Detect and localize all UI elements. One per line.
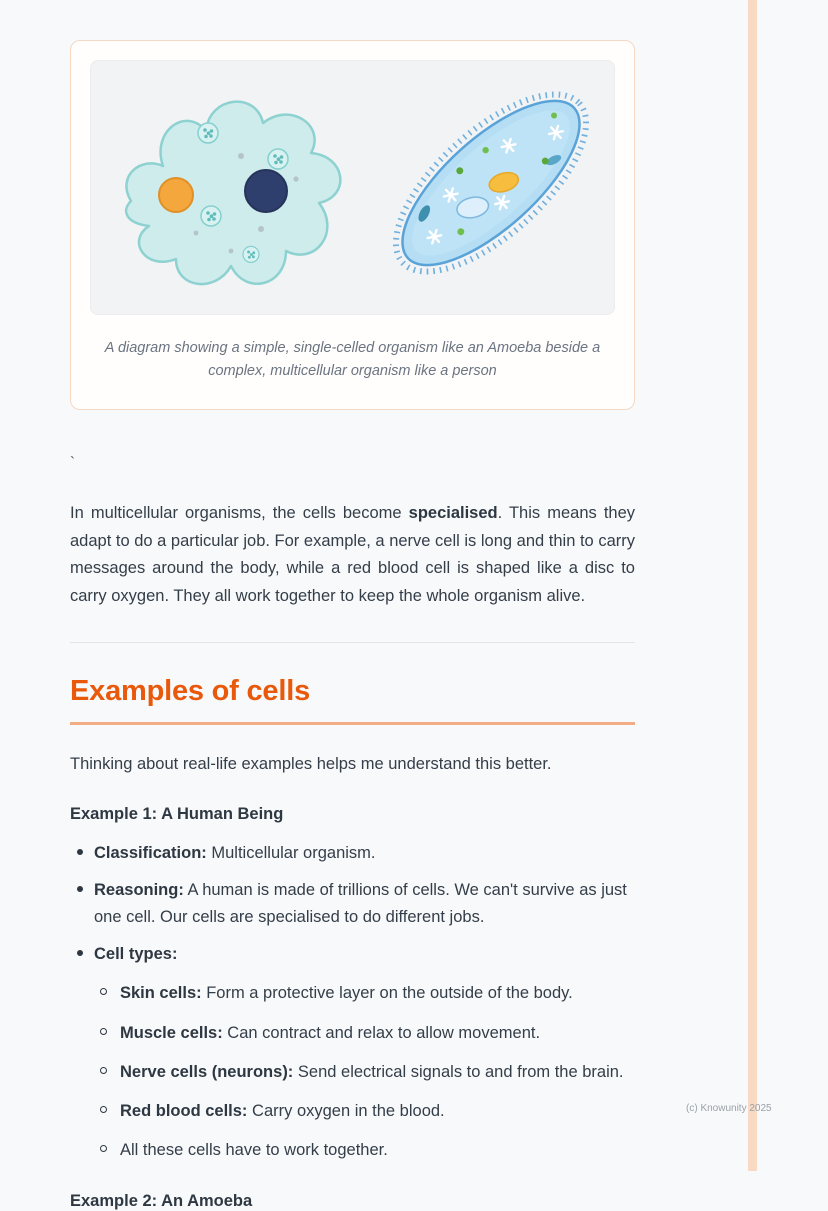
cell-illustration [90,60,615,315]
list-item-muscle-cells [94,1020,635,1047]
sub-bullet-bold: Red blood cells: [120,1101,248,1120]
list-item-red-blood-cells [94,1098,635,1125]
list-item-cell-types [70,941,635,1163]
sub-bullet-text: Send electrical signals to and from the brain. [293,1062,624,1081]
watermark: (c) Knowunity 2025 [686,1103,772,1114]
sub-bullet-bold: Nerve cells (neurons): [120,1062,294,1081]
figure-caption-line2: complex, multicellular organism like a person [208,363,497,380]
list-item-nerve-cells [94,1059,635,1086]
paragraph-specialised [70,500,635,610]
bullet-text: A human is made of trillions of cells. We can't survive as just one cell. Our cells are specialised to do different jobs. [94,881,627,927]
stray-backtick: ` [70,454,75,472]
paragraph-specialised-pre: In multicellular organisms, the cells become [70,504,409,523]
example1-title: Example 1: A Human Being [70,805,284,824]
right-stripe [748,0,757,1171]
example2-title: Example 2: An Amoeba [70,1191,253,1210]
list-item-work-together [94,1137,635,1164]
list-item-classification [70,840,635,867]
bullet-bold: Cell types: [94,945,178,964]
paramecium-illustration [368,65,614,302]
bullet-bold: Classification: [94,844,207,863]
document-page [70,40,635,1211]
bullet-list [70,840,635,1163]
amoeba-illustration [126,102,340,284]
specialised-bold: specialised [408,504,498,523]
single-celled-organisms-illustration [91,61,614,314]
bullet-bold: Reasoning: [94,881,184,900]
sub-bullet-text: All these cells have to work together. [120,1140,388,1159]
sub-bullet-text: Carry oxygen in the blood. [247,1101,445,1120]
figure-caption [90,337,615,383]
figure-caption-line1: A diagram showing a simple, single-celled organism like an Amoeba beside a [104,340,601,356]
section-divider [70,642,635,643]
section-heading: Examples of cells [70,675,635,725]
sub-bullet-list [94,980,635,1163]
bullet-text: Multicellular organism. [206,844,376,863]
paragraph-specialised-post: . This means they adapt to do a particular job. For example, a nerve cell is long and thin to carry messages around the body, while a red blood cell is shaped like a disc to carry oxygen. They all work together to keep the whole organism alive. [70,504,636,605]
list-item-reasoning [70,877,635,931]
sub-bullet-text: Form a protective layer on the outside of the body. [201,984,573,1003]
intro-paragraph: Thinking about real-life examples helps me understand this better. [70,754,552,773]
sub-bullet-text: Can contract and relax to allow movement. [222,1023,541,1042]
figure-card [70,40,635,410]
sub-bullet-bold: Muscle cells: [120,1023,223,1042]
sub-bullet-bold: Skin cells: [120,984,202,1003]
list-item-skin-cells [94,980,635,1007]
